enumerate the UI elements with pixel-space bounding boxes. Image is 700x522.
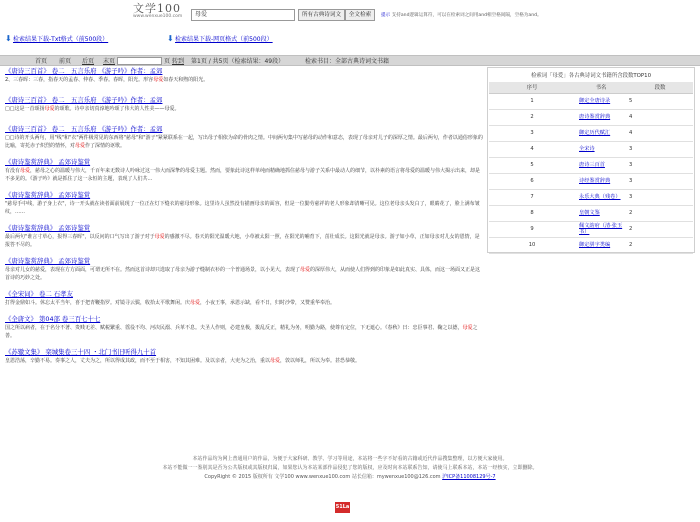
result-item [5,67,483,84]
table-row [489,125,693,141]
result-snippet [5,76,483,84]
result-title[interactable]: 《唐诗鉴赏辞典》 孟郊诗鉴赏 [5,257,91,265]
snippet-text: 的颂歌。诗中亲切真淳地吟颂了伟大的人性美——母爱。 [54,106,180,112]
result-snippet [5,105,483,113]
book-filter-value[interactable]: 全部古典诗词文书籍 [335,58,390,65]
page-number-input[interactable] [117,57,162,65]
footer-notice-1: 本站作品均为网上普通用户的作品，为便于大家科研、教学、学习等用途，本站将一些字不好看的古籍或近代作品搜集整理，以方便大家使用。 [192,456,508,462]
result-item [5,348,483,365]
result-item [5,158,483,183]
search-tip-text: 支持and逻辑运算符，可以在检索词之间用and相空格间隔，空格为and。 [391,13,542,18]
snippet-text: ，敦以师礼，所以为奉。甚恐恭敬。 [280,358,361,364]
download-arrow-icon: ⬇ [167,34,174,43]
search-tip [381,12,542,18]
search-results [5,66,483,365]
keyword-highlight: 母爱 [190,300,201,306]
footer-notice-2: 本站不能做一一鉴别其是否为公共版权或其版权归属，如果您认为本站某部作品侵犯了您的版权，应及时向本站联系告知，请使马上联系本站，本站一经核实，立即删除。 [162,465,538,471]
download-arrow-icon: ⬇ [5,34,12,43]
footer [0,455,700,482]
download-html-link[interactable] [167,34,273,43]
row-index: 4 [489,141,575,157]
snippet-text: 母亲对儿女的慈爱，表现在方方面面，可谓无所不在。然而这首诗却只选取了母亲为游子缝制衣衫的一个普通场景，以小见大，表现了 [5,267,301,273]
row-index: 1 [489,93,575,109]
keyword-highlight: 母爱 [153,77,164,83]
nav-first[interactable]: 首页 [35,58,48,65]
keyword-highlight: 母爱 [270,358,281,364]
result-title[interactable]: 《唐诗鉴赏辞典》 孟郊诗鉴赏 [5,191,91,199]
table-row [489,173,693,189]
col-header-count: 段数 [627,82,693,93]
result-snippet [5,266,483,282]
snippet-text: □□诗的开头两句，用"线"和"衣"两件极常见的东西将"慈母"和"游子"紧紧联系在一起，写出母子相依为命的骨肉之情。中间两句集中写慈母的动作和意态，表现了母亲对儿子的深厚之情。最后两句，作者以通俗形象的比喻，寄托赤子炽烈的情怀，对 [5,135,483,149]
book-link[interactable]: 全宋诗 [579,146,595,152]
row-count: 5 [627,93,693,109]
table-row [489,141,693,157]
fulltext-search-button[interactable]: 全文检索 [345,9,375,21]
top10-books-panel [487,67,695,253]
result-snippet [5,324,483,340]
row-index: 6 [489,173,575,189]
snippet-text: 的深厚伟大，从而使人们得到的印象是如此真实、具体，而这一场面又正是这首诗的巧妙之处。 [5,267,481,281]
result-title[interactable]: 《唐诗三百首》 卷二 五言乐府 《游子吟》作者：孟郊 [5,96,163,104]
row-index: 8 [489,205,575,221]
icp-link[interactable]: 沪ICP备11008129号-7 [442,474,496,480]
result-item [5,96,483,113]
table-row [489,237,693,253]
snippet-text: 有没有 [5,168,21,174]
keyword-highlight: 母爱 [75,143,86,149]
col-header-book: 书名 [575,82,627,93]
snippet-text: ，小夜王事，承恩示缺，看不日，归时沙带，又赞重华奉治。 [200,300,336,306]
snippet-text: 皇恩浩荡，辛勤不易。奏事之人，丈夫为之，所以得成其政，而不至于相害，不知其困难。及以亲者，大吏为之治，重以 [5,358,271,364]
row-index: 9 [489,221,575,237]
book-link[interactable]: 唐诗三百首 [579,162,605,168]
result-snippet [5,167,483,183]
snippet-text: □□这是一首颂扬 [5,106,45,112]
download-txt-link[interactable] [5,34,108,43]
row-count: 2 [627,205,693,221]
snippet-text: 之善。 [5,325,478,339]
nav-last[interactable]: 末页 [103,58,116,65]
row-count: 4 [627,109,693,125]
download-txt-label[interactable]: 检索结果下载-Txt格式（前500段） [13,36,109,43]
col-header-index: 序号 [489,82,575,93]
result-item [5,290,483,307]
nav-prev[interactable]: 前页 [59,58,72,65]
stat-counter-badge[interactable]: 51La [335,502,350,513]
book-link[interactable]: 皇朝文鉴 [579,210,600,216]
keyword-highlight: 母爱 [462,325,473,331]
result-title[interactable]: 《唐诗三百首》 卷二 五言乐府 《游子吟》作者：孟郊 [5,67,163,75]
table-row [489,109,693,125]
pagination-bar [0,55,700,66]
result-title[interactable]: 《全宋词》 卷二 石孝友 [5,290,73,298]
row-index: 10 [489,237,575,253]
nav-next[interactable]: 后页 [82,58,95,65]
result-snippet [5,200,483,216]
search-input[interactable]: 母爱 [191,9,295,21]
table-row [489,157,693,173]
row-count: 3 [627,157,693,173]
result-item [5,315,483,340]
logo-text-en: www.wenxue100.com [133,14,183,19]
snippet-text: 最后两句"谁言寸草心，报得三春晖"，以反问的口气写出了游子对于 [5,234,155,240]
book-link[interactable]: 诗经鉴赏辞典 [579,178,611,184]
snippet-text: 作了深情的讴歌。 [85,143,126,149]
book-link[interactable]: 御定全唐诗录 [579,98,611,104]
result-title[interactable]: 《苏辙文集》 栾城集卷三十四 ・北门书旧听得九十首 [5,348,157,356]
download-html-label[interactable]: 检索结果下载-网页格式（前500段） [175,36,273,43]
table-row [489,93,693,109]
snippet-text: 国之所以病者，在于名分不著、贵贱无差、赋税繁重、徭役不均、河决民溺、兵革不息。夫圣人作则，必建皇极，拨乱反正，精礼为务，明勤为路，使尊有定位，下无遮心。《春秋》曰：忠臣事君、鞠之以德， [5,325,463,331]
book-link[interactable]: 御定历代赋汇 [579,130,611,136]
snippet-text: ，慈母之心的温暖与伟大，千百年来无数诗人吟咏过这一伟大而深挚的母爱主题。然而，要象此诗这样单纯而精确地抓住慈母与游子关系中最动人的细节，以朴素的语言将母爱的温暖与伟大揭示出来，却是不多见的。《游子吟》就是抓住了这一永恒的主题，表现了人们共... [5,168,481,182]
result-title[interactable]: 《唐诗鉴赏辞典》 孟郊诗鉴赏 [5,224,91,232]
result-item [5,191,483,216]
result-snippet [5,233,483,249]
snippet-text: 如春天和煦的阳光。 [163,77,209,83]
row-count: 3 [627,173,693,189]
snippet-text: 2、三春晖：三春，指春天的孟春、仲春、季春。春晖，阳光。形容 [5,77,154,83]
table-header-row [489,82,693,93]
result-title[interactable]: 《唐诗三百首》 卷二 五言乐府 《游子吟》作者：孟郊 [5,125,163,133]
snippet-text: "慈母手中线，游子身上衣"，诗一开头就在读者面前展现了一位正在灯下缝衣的慈母形象。这里诗人虽然没有描画母亲的面容，但是一位勤劳慈祥的老人形象却清晰可见。这位老母亲头发白了，眼睛花了，脸上满布皱纹， [5,201,480,215]
book-filter-label: 检索书目： [305,58,336,65]
row-count: 2 [627,237,693,253]
row-index: 7 [489,189,575,205]
table-row [489,221,693,237]
logo-text-cn: 文学100 [133,2,181,15]
snippet-text: 打得金鼎如斗。休忘太平当年，喜于把青鞭指罗。对镜寻云鬓，收拾太平歌舞闲。庆 [5,300,191,306]
site-logo[interactable] [133,3,185,21]
keyword-highlight: 母爱 [154,234,165,240]
row-count: 3 [627,141,693,157]
row-index: 3 [489,125,575,141]
goto-page-button[interactable]: 转到 [172,58,185,65]
copyright-text: CopyRight © 2015 版权所有 文学100 www.wenxue100.com 站长信箱：mywenxue100@126.com [204,474,441,480]
table-row [489,205,693,221]
top10-table [489,82,693,254]
result-item [5,224,483,249]
footer-copyright [0,473,700,482]
result-item [5,257,483,282]
result-snippet [5,134,483,150]
snippet-text: 的感激不尽。春天的阳光温暖大地，小草被太阳一照，在阳光的哺育下，茁壮成长。这阳光就是母亲。游子如小草，正如母亲对儿女的恩情，是报答不尽的。 [5,234,480,248]
keyword-highlight: 母爱 [44,106,55,112]
row-count: 2 [627,221,693,237]
page-info: 第1页 / 共5页（检索结果：49段） [191,58,285,65]
header [0,0,700,24]
result-snippet [5,299,483,307]
nav-page-suffix: 页 [164,58,171,65]
book-link[interactable]: 唐诗鉴赏辞典 [579,114,611,120]
row-index: 5 [489,157,575,173]
snippet-text: …… [15,209,26,215]
keyword-highlight: 母爱 [20,168,31,174]
book-link[interactable]: 佩文韵府（清·张玉书） [579,223,623,235]
search-all-button[interactable]: 所有古典诗词文 [298,9,345,21]
keyword-highlight: 母爱 [300,267,311,273]
table-row [489,189,693,205]
search-tip-label: 提示 [381,13,391,18]
result-title[interactable]: 《全唐文》 第04部 卷三百七十七 [5,315,101,323]
top10-caption: 检索词「母爱」各古典诗词文书籍所含段数TOP10 [530,73,652,79]
book-link[interactable]: 御定骈字类编 [579,242,611,248]
result-title[interactable]: 《唐诗鉴赏辞典》 孟郊诗鉴赏 [5,158,91,166]
result-snippet [5,357,483,365]
row-count: 4 [627,125,693,141]
row-count: 3 [627,189,693,205]
row-index: 2 [489,109,575,125]
book-link[interactable]: 永乐大典（残卷） [579,194,621,200]
result-item [5,125,483,150]
